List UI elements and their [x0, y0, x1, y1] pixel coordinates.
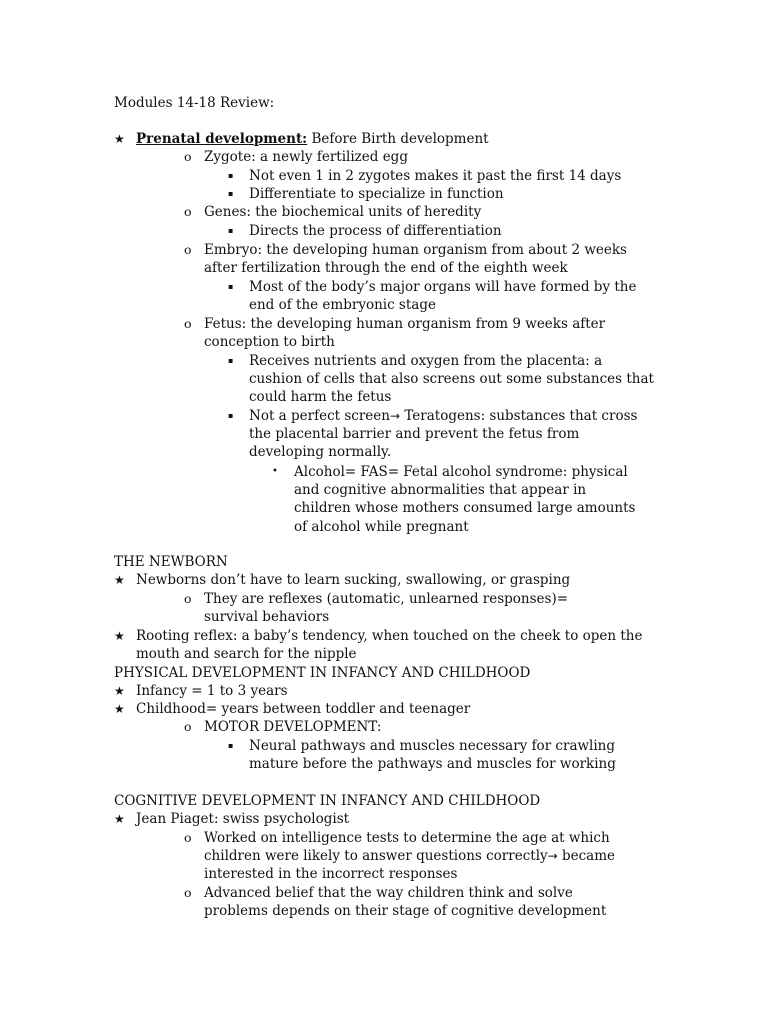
zygote-bullet-2: Differentiate to specialize in function [249, 186, 504, 202]
fetus-item: Fetus: the developing human organism from 9 weeks after conception to birth [204, 316, 606, 351]
genes-item: Genes: the biochemical units of heredity [204, 204, 482, 220]
physical-heading: PHYSICAL DEVELOPMENT IN INFANCY AND CHILDHOOD [114, 665, 531, 681]
dot-bullet-icon: • [272, 466, 278, 477]
newborn-item-1: Newborns don’t have to learn sucking, swallowing, or grasping [136, 572, 571, 588]
star-bullet-icon: ★ [114, 132, 125, 146]
star-bullet-icon: ★ [114, 684, 125, 698]
physical-item-1: Infancy = 1 to 3 years [136, 683, 288, 699]
cognitive-item-1: Jean Piaget: swiss psychologist [136, 811, 350, 827]
embryo-item: Embryo: the developing human organism from about 2 weeks after fertilization through the end of the eighth week [204, 242, 627, 277]
circle-bullet-icon: o [184, 885, 192, 900]
motor-heading: MOTOR DEVELOPMENT: [204, 719, 382, 735]
prenatal-heading: Prenatal development: [136, 131, 308, 147]
prenatal-heading-line [136, 130, 489, 148]
newborn-item-2: Rooting reflex: a baby’s tendency, when touched on the cheek to open the mouth and search for the nipple [136, 628, 643, 663]
square-bullet-icon: ▪ [228, 282, 234, 291]
square-bullet-icon: ▪ [228, 356, 234, 365]
cognitive-sub-2: Advanced belief that the way children think and solve problems depends on their stage of cognitive development [204, 885, 607, 920]
circle-bullet-icon: o [184, 316, 192, 331]
star-bullet-icon: ★ [114, 629, 125, 643]
alcohol-item: Alcohol= FAS= Fetal alcohol syndrome: physical and cognitive abnormalities that appear in children whose mothers consumed large amounts of alcohol while pregnant [294, 464, 636, 535]
right-arrow-icon: → [389, 409, 401, 423]
fetus-bullet-2-text-b: Teratogens: substances that cross the placental barrier and prevent the fetus from developing normally. [249, 408, 638, 461]
zygote-bullet-1: Not even 1 in 2 zygotes makes it past the first 14 days [249, 168, 622, 184]
newborn-heading: THE NEWBORN [114, 554, 228, 570]
fetus-bullet-2-text-a: Not a perfect screen [249, 408, 390, 424]
cognitive-sub-1 [204, 829, 656, 884]
fetus-bullet-1: Receives nutrients and oxygen from the placenta: a cushion of cells that also screens out some substances that could harm the fetus [249, 353, 654, 406]
circle-bullet-icon: o [184, 242, 192, 257]
square-bullet-icon: ▪ [228, 226, 234, 235]
circle-bullet-icon: o [184, 204, 192, 219]
square-bullet-icon: ▪ [228, 171, 234, 180]
embryo-bullet-1: Most of the body’s major organs will have formed by the end of the embryonic stage [249, 279, 637, 314]
circle-bullet-icon: o [184, 719, 192, 734]
circle-bullet-icon: o [184, 830, 192, 845]
cognitive-sub-1-text-a: Worked on intelligence tests to determine the age at which children were likely to answer questions correctly [204, 830, 610, 865]
newborn-item-1-sub: They are reflexes (automatic, unlearned responses)= survival behaviors [204, 591, 569, 626]
cognitive-sub-1-text-b: became interested in the incorrect responses [204, 848, 616, 883]
square-bullet-icon: ▪ [228, 411, 234, 420]
circle-bullet-icon: o [184, 149, 192, 164]
document-title: Modules 14-18 Review: [114, 95, 275, 111]
prenatal-heading-rest: Before Birth development [307, 131, 489, 147]
square-bullet-icon: ▪ [228, 189, 234, 198]
zygote-item: Zygote: a newly fertilized egg [204, 149, 408, 165]
star-bullet-icon: ★ [114, 702, 125, 716]
star-bullet-icon: ★ [114, 573, 125, 587]
genes-bullet-1: Directs the process of differentiation [249, 223, 502, 239]
star-bullet-icon: ★ [114, 812, 125, 826]
cognitive-heading: COGNITIVE DEVELOPMENT IN INFANCY AND CHILDHOOD [114, 793, 541, 809]
circle-bullet-icon: o [184, 591, 192, 606]
right-arrow-icon: → [547, 849, 558, 864]
square-bullet-icon: ▪ [228, 741, 234, 750]
fetus-bullet-2 [249, 407, 641, 462]
motor-bullet-1: Neural pathways and muscles necessary for crawling mature before the pathways and muscles for working [249, 738, 616, 773]
physical-item-2: Childhood= years between toddler and teenager [136, 701, 471, 717]
